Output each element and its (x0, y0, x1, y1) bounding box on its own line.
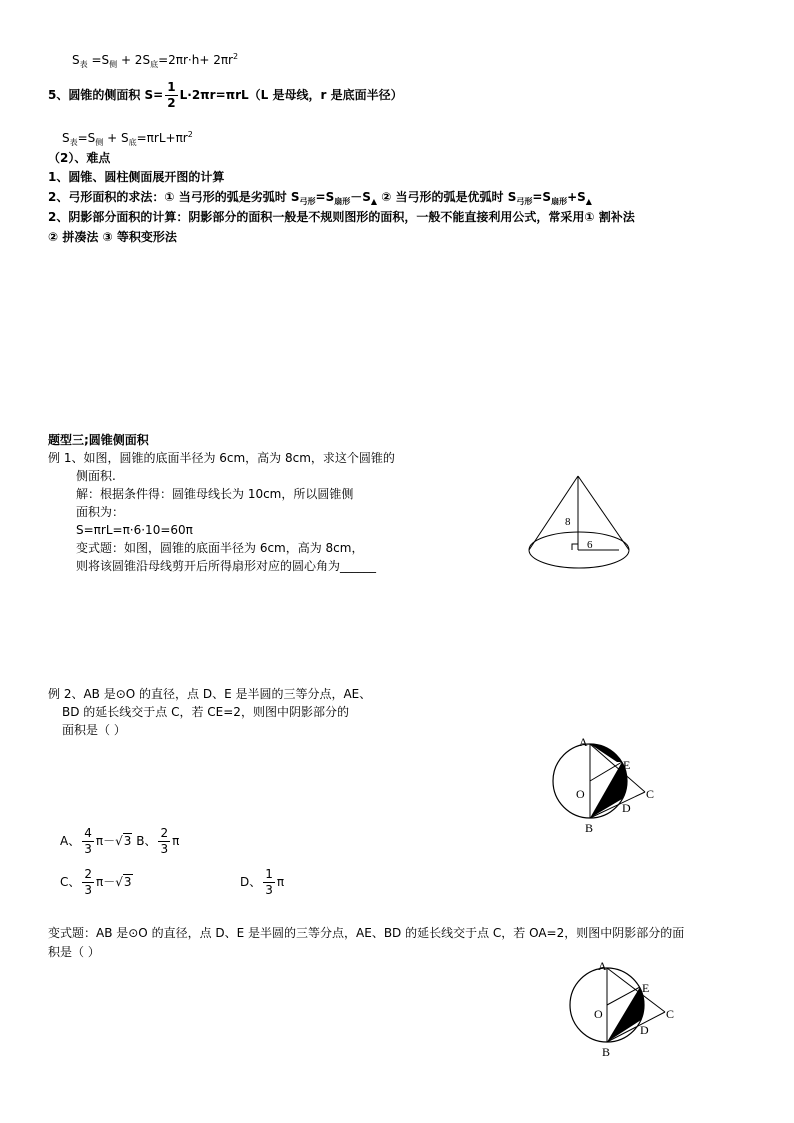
difficulty-item-2: 2、弓形面积的求法：① 当弓形的弧是劣弧时 $S_{弓形}=S_{扇形}-S_▲$ ② 当弓形的弧是优弧时 $S_{弓形}=S_{扇形}+S_▲$ (48, 190, 592, 206)
example1-solution-2: 面积为： (76, 505, 125, 519)
example2-line1: 例 2、AB 是⊙O 的直径，点 D、E 是半圆的三等分点，AE、 (48, 687, 372, 701)
shaded-segment-top (590, 744, 622, 762)
right-angle-mark (572, 544, 578, 550)
example1-line2: 侧面积. (76, 469, 116, 483)
label-b: B (585, 821, 594, 835)
variant2-line2: 积是（ ） (48, 945, 100, 959)
difficulty-item-3-line1: 2、阴影部分面积的计算：阴影部分的面积一般是不规则图形的面积，一般不能直接利用公式，常采用① 割补法 (48, 210, 635, 224)
label-o: O (594, 1007, 603, 1021)
fraction: $\frac{1}{2}$ (167, 80, 176, 110)
label-b: B (602, 1045, 611, 1059)
variant2-line1: 变式题：AB 是⊙O 的直径，点 D、E 是半圆的三等分点，AE、BD 的延长线交于点 C，若 OA=2，则图中阴影部分的面 (48, 926, 685, 940)
difficulty-heading: （2）、难点 (48, 151, 111, 165)
label-o: O (576, 787, 585, 801)
difficulty-item-3-line2: ② 拼凑法 ③ 等积变形法 (48, 230, 177, 244)
label-e: E (623, 758, 631, 772)
cone-surface-formula: $S_表=S_侧 + S_底=\pi rL+\pi r^2$ (62, 130, 193, 147)
example2-line2: BD 的延长线交于点 C，若 CE=2，则图中阴影部分的 (62, 705, 349, 719)
cone-height-label: 8 (565, 516, 571, 528)
option-d: D、 $\frac{1}{3}$ π (240, 867, 285, 897)
example1-solution-3: S=πrL=π·6·10=60π (76, 523, 193, 537)
label-d: D (640, 1023, 649, 1037)
label-c: C (646, 787, 655, 801)
cone-figure (525, 472, 635, 580)
cone-left-edge (529, 476, 578, 550)
difficulty-item-1: 1、圆锥、圆柱侧面展开图的计算 (48, 170, 225, 184)
example1-variant-1: 变式题：如图，圆锥的底面半径为 6cm，高为 8cm， (76, 541, 364, 555)
option-a-b: A、 $\frac{4}{3}$ π－√3 B、 $\frac{2}{3}$ π (60, 826, 180, 856)
cylinder-surface-formula: $S_表 =S_侧 + 2S_底=2\pi r\cdot h+ 2\pi r^2$ (72, 52, 239, 69)
section-title: 题型三;圆锥侧面积 (48, 433, 149, 447)
example2-line3: 面积是（ ） (62, 723, 126, 737)
cone-right-edge (578, 476, 629, 550)
example1-solution-1: 解：根据条件得：圆锥母线长为 10cm，所以圆锥侧 (76, 487, 354, 501)
cone-radius-label: 6 (587, 539, 593, 551)
circle-figure-2 (562, 960, 682, 1060)
cone-lateral-formula: 5、圆锥的侧面积 S= $\frac{1}{2}$ L·2πr=πrL（L 是母线，r 是底面半径） (48, 80, 403, 110)
label-d: D (622, 801, 631, 815)
option-c: C、 $\frac{2}{3}$ π－√3 (60, 867, 132, 897)
label-e: E (642, 981, 650, 995)
example1-variant-2: 则将该圆锥沿母线剪开后所得扇形对应的圆心角为______ (76, 559, 377, 573)
label-a: A (598, 960, 607, 973)
label-c: C (666, 1007, 675, 1021)
example1-line1: 例 1、如图，圆锥的底面半径为 6cm，高为 8cm，求这个圆锥的 (48, 451, 395, 465)
circle-figure-1 (545, 736, 665, 836)
label-a: A (579, 736, 588, 749)
